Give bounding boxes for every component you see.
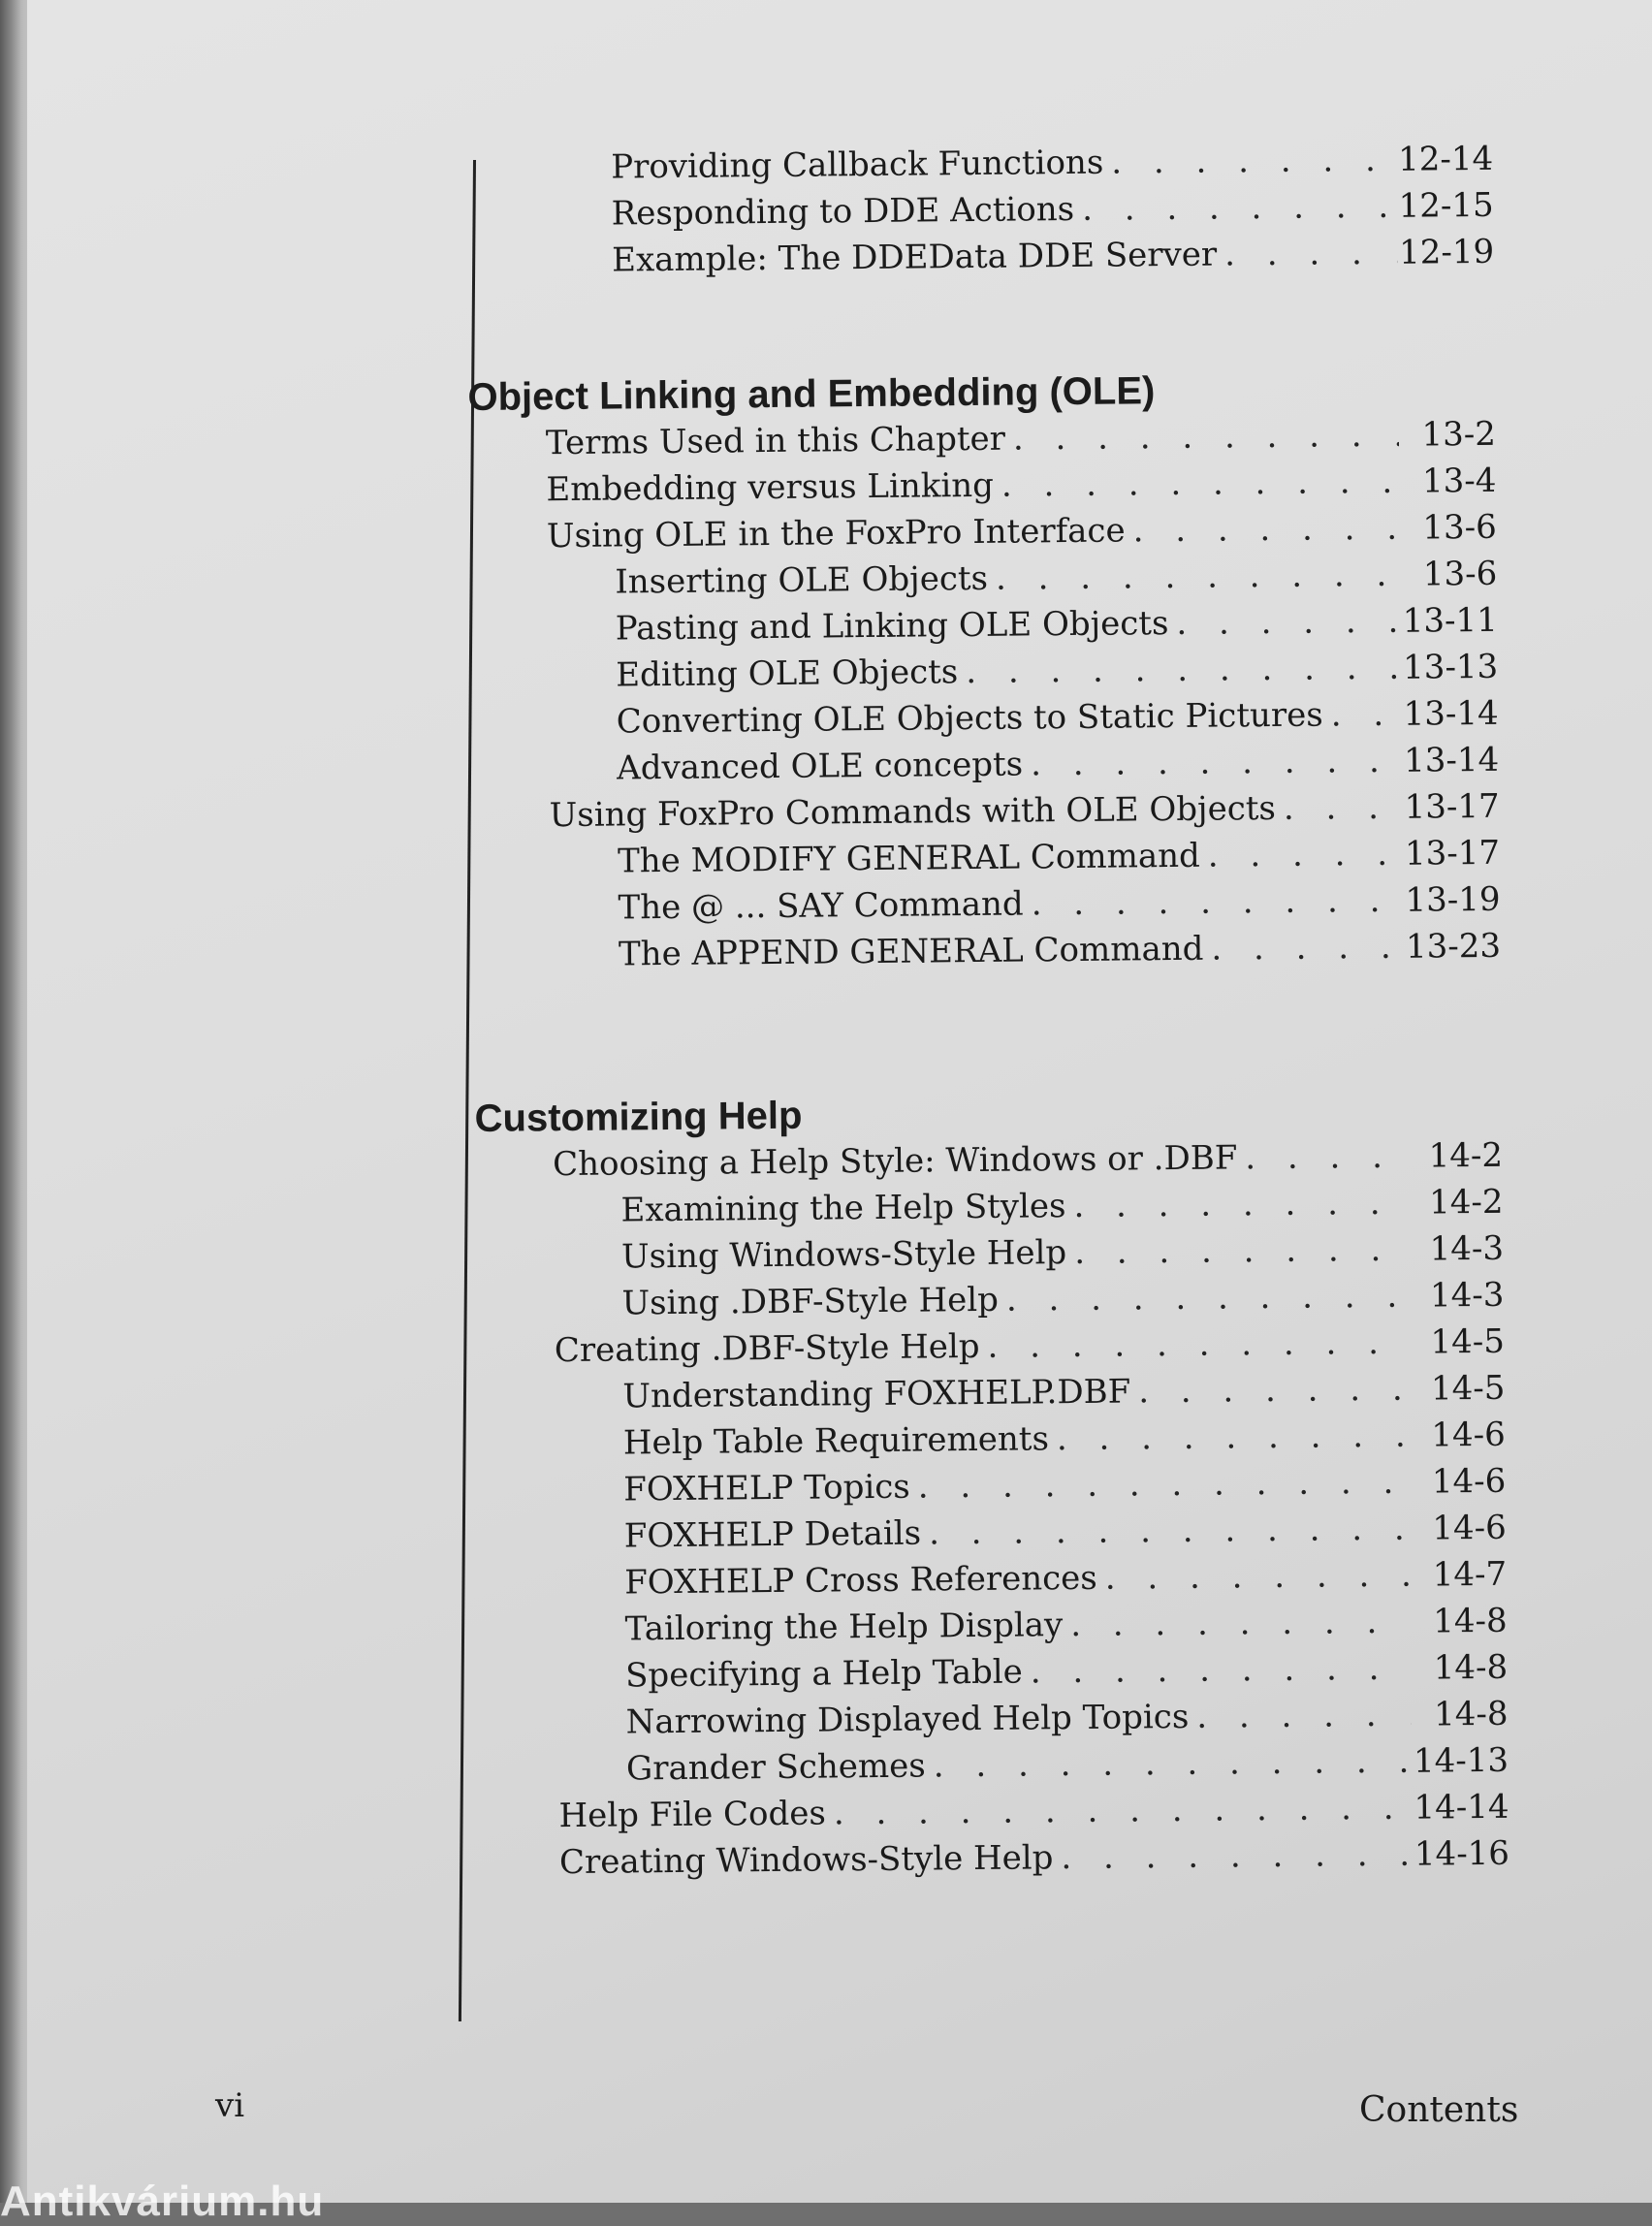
toc-entry-label: Narrowing Displayed Help Topics	[625, 1697, 1190, 1742]
toc-entry	[466, 229, 1494, 285]
toc-entry-label: Creating .DBF-Style Help	[554, 1326, 980, 1371]
toc-entry-page: 13-11	[1402, 600, 1498, 641]
dot-leader	[999, 1273, 1408, 1323]
dot-leader	[1276, 784, 1403, 832]
toc-entry-label: FOXHELP Details	[623, 1513, 922, 1556]
dot-leader	[1200, 831, 1404, 879]
toc-entry-page: 12-15	[1398, 185, 1494, 226]
toc-entry-page: 14-16	[1414, 1833, 1510, 1874]
toc-entry-page: 14-3	[1429, 1228, 1505, 1269]
page-number: vi	[215, 2086, 245, 2125]
dot-leader	[1023, 877, 1403, 928]
toc-entry-label: Understanding FOXHELP.DBF	[622, 1372, 1131, 1416]
toc-entry-label: Tailoring the Help Display	[624, 1606, 1064, 1649]
dot-leader	[1049, 1413, 1409, 1463]
toc-entry-label: Converting OLE Objects to Static Pictures	[616, 695, 1323, 742]
toc-entry-label: Specifying a Help Table	[624, 1652, 1023, 1696]
section-heading: Customizing Help	[474, 1094, 803, 1140]
toc-entry-label: Editing OLE Objects	[616, 652, 959, 695]
dot-leader	[1189, 1692, 1412, 1740]
toc-entry-label: Inserting OLE Objects	[615, 558, 989, 602]
dot-leader	[994, 459, 1400, 509]
toc-entry-page: 13-13	[1403, 647, 1499, 687]
toc-entry-label: Example: The DDEData DDE Server	[611, 235, 1218, 280]
dot-leader	[1097, 1552, 1411, 1602]
toc-entry-page: 13-23	[1405, 926, 1502, 967]
dot-leader	[826, 1785, 1413, 1837]
dot-leader	[1066, 1226, 1407, 1276]
toc-entry-label: Terms Used in this Chapter	[545, 419, 1006, 463]
dot-leader	[1237, 1133, 1406, 1182]
toc-entry-page: 14-8	[1433, 1647, 1509, 1688]
dot-leader	[1125, 505, 1400, 555]
dot-leader	[1023, 1645, 1412, 1696]
toc-entry-label: Providing Callback Functions	[611, 143, 1104, 187]
dot-leader	[1074, 183, 1397, 233]
dot-leader	[1023, 738, 1402, 788]
toc-entry-page: 14-13	[1413, 1740, 1509, 1781]
dot-leader	[979, 1320, 1408, 1370]
toc-entry-page: 13-17	[1404, 786, 1500, 827]
toc-entry-page: 14-2	[1428, 1135, 1504, 1176]
toc-entry-page: 14-2	[1428, 1182, 1504, 1223]
toc-entry-label: Using OLE in the FoxPro Interface	[546, 511, 1126, 556]
toc-entry-page: 13-19	[1405, 879, 1501, 920]
running-title: Contents	[1359, 2090, 1519, 2130]
toc-entry-page: 14-8	[1433, 1601, 1508, 1641]
toc-section-dde-continued	[465, 136, 1494, 285]
toc-entry-label: FOXHELP Cross References	[624, 1558, 1097, 1603]
section-heading: Object Linking and Embedding (OLE)	[467, 369, 1156, 419]
toc-entry-page: 13-17	[1404, 833, 1501, 874]
toc-entry-label: Responding to DDE Actions	[611, 189, 1075, 234]
toc-entry-page: 13-14	[1403, 740, 1500, 780]
toc-entry-page: 14-8	[1433, 1694, 1509, 1734]
dot-leader	[1063, 1599, 1411, 1648]
dot-leader	[910, 1459, 1410, 1510]
toc-section-customizing-help	[474, 1086, 1509, 1887]
dot-leader	[1005, 412, 1399, 462]
toc-entry-label: Embedding versus Linking	[546, 465, 995, 510]
toc-entry-label: The APPEND GENERAL Command	[618, 929, 1204, 974]
toc-entry-label: Help File Codes	[558, 1794, 827, 1836]
toc-entry-page: 14-6	[1432, 1508, 1507, 1548]
toc-entry-page: 13-4	[1421, 461, 1497, 501]
dot-leader	[1103, 137, 1396, 186]
toc-entry-page: 13-6	[1422, 507, 1498, 548]
dot-leader	[1203, 924, 1404, 972]
dot-leader	[958, 645, 1401, 695]
toc-entry-label: Choosing a Help Style: Windows or .DBF	[552, 1138, 1238, 1185]
toc-entry-label: Using Windows-Style Help	[620, 1233, 1067, 1277]
dot-leader	[926, 1738, 1413, 1790]
toc-entry-label: Pasting and Linking OLE Objects	[615, 604, 1169, 649]
table-of-contents	[465, 136, 1509, 1887]
dot-leader	[1168, 598, 1401, 647]
dot-leader	[1065, 1180, 1407, 1229]
toc-entry-page: 13-2	[1421, 414, 1497, 455]
toc-entry-label: Advanced OLE concepts	[616, 745, 1024, 788]
dot-leader	[1130, 1366, 1409, 1415]
toc-section-ole	[467, 365, 1501, 979]
toc-entry-label: Examining the Help Styles	[620, 1187, 1066, 1230]
toc-entry-label: Using .DBF-Style Help	[621, 1280, 1000, 1323]
toc-entry-page: 14-5	[1430, 1321, 1506, 1362]
toc-entry-label: Creating Windows-Style Help	[558, 1838, 1054, 1883]
toc-entry-page: 12-19	[1398, 232, 1495, 272]
toc-entry-page: 12-14	[1397, 139, 1494, 179]
dot-leader	[921, 1506, 1410, 1557]
toc-entry-label: FOXHELP Topics	[623, 1467, 910, 1510]
toc-entry-label: Help Table Requirements	[622, 1419, 1050, 1463]
toc-entry-page: 13-6	[1422, 554, 1498, 594]
toc-entry-label: The @ ... SAY Command	[618, 884, 1024, 928]
dot-leader	[1217, 230, 1397, 278]
toc-entry-page: 14-6	[1431, 1461, 1507, 1502]
toc-entry	[473, 923, 1501, 979]
toc-entry	[482, 1830, 1509, 1887]
toc-entry-page: 14-6	[1431, 1415, 1507, 1455]
toc-entry-label: The MODIFY GENERAL Command	[617, 836, 1200, 881]
dot-leader	[1322, 691, 1401, 739]
dot-leader	[988, 552, 1401, 602]
watermark: Antikvárium.hu	[0, 2178, 325, 2225]
toc-entry-page: 14-3	[1429, 1275, 1505, 1316]
dot-leader	[1053, 1831, 1413, 1882]
toc-entry-page: 14-5	[1430, 1368, 1506, 1409]
toc-entry-label: Using FoxPro Commands with OLE Objects	[549, 789, 1277, 836]
toc-entry-page: 14-14	[1414, 1787, 1509, 1828]
toc-entry-label: Grander Schemes	[625, 1746, 926, 1789]
toc-entry-page: 14-7	[1432, 1554, 1508, 1595]
toc-entry-page: 13-14	[1403, 693, 1499, 734]
